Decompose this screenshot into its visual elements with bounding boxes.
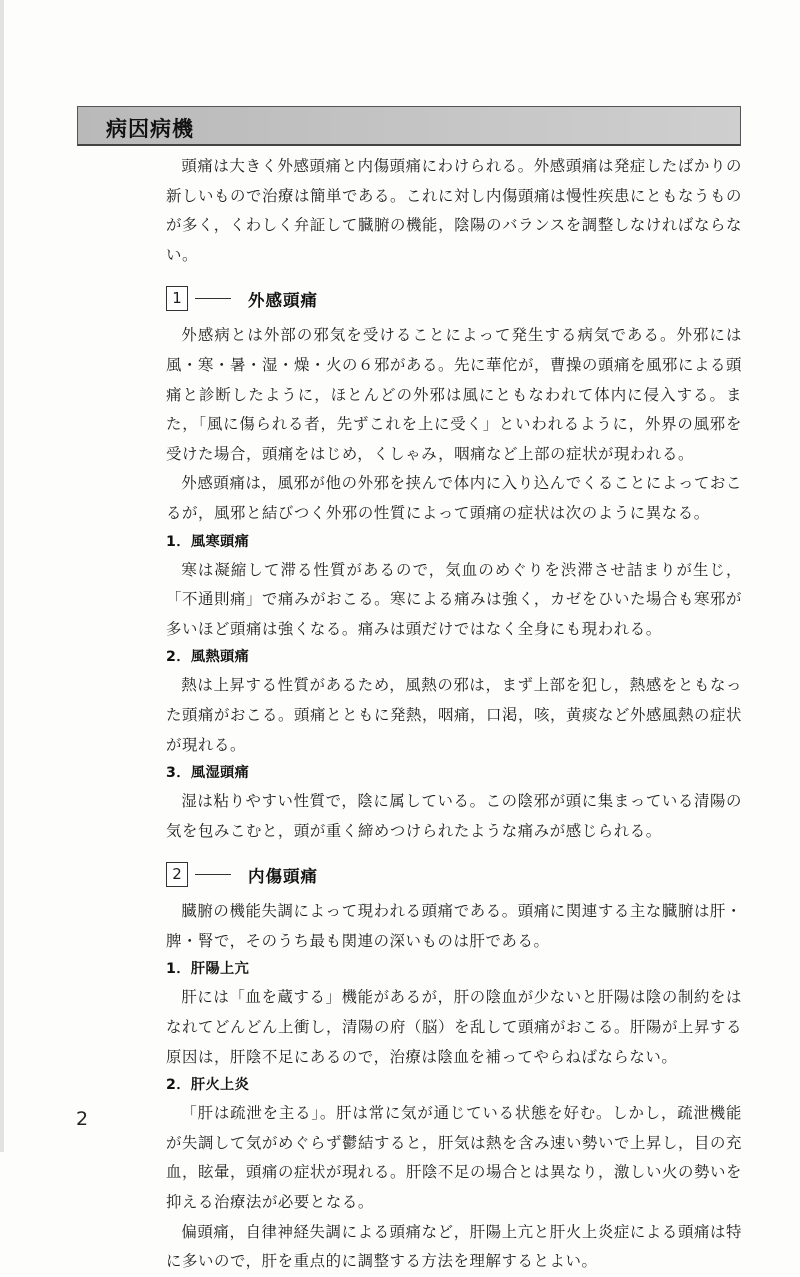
- section-title: 内傷頭痛: [248, 867, 318, 887]
- closing-paragraph: 偏頭痛，自律神経失調による頭痛など，肝陽上亢と肝火上炎症による頭痛は特に多いので，肝を重点的に調整する方法を理解するとよい。: [166, 1222, 742, 1271]
- subsection-heading: 3．風湿頭痛: [166, 765, 250, 782]
- heading-dash: [195, 874, 231, 875]
- section-number-box: 2: [166, 862, 188, 887]
- subsection-text: 湿は粘りやすい性質で，陰に属している。この陰邪が頭に集まっている清陽の気を包みこむと，頭が重く締めつけられたような痛みが感じられる。: [166, 792, 742, 840]
- page-content: [166, 152, 742, 1277]
- body-paragraph: 外感病とは外部の邪気を受けることによって発生する病気である。外邪には風・寒・暑・湿・燥・火の６邪がある。先に華佗が，曹操の頭痛を風邪による頭痛と診断したように，ほとんどの外邪は風にともなわれて体内に侵入する。また，「風に傷られる者，先ずこれを上に受く」といわれるように，外界の風邪を受けた場合，頭痛をはじめ，くしゃみ，咽痛など上部の症状が現われる。: [166, 326, 742, 463]
- body-paragraph: 臓腑の機能失調によって現われる頭痛である。頭痛に関連する主な臓腑は肝・脾・腎で，そのうち最も関連の深いものは肝である。: [166, 902, 742, 950]
- intro-paragraph: 頭痛は大きく外感頭痛と内傷頭痛にわけられる。外感頭痛は発症したばかりの新しいもので治療は簡単である。これに対し内傷頭痛は慢性疾患にともなうものが多く，くわしく弁証して臓腑の機能，陰陽のバランスを調整しなければならない。: [166, 157, 742, 264]
- subsection-text: 熱は上昇する性質があるため，風熱の邪は，まず上部を犯し，熱感をともなった頭痛がおこる。頭痛とともに発熱，咽痛，口渇，咳，黄痰など外感風熱の症状が現れる。: [166, 676, 742, 754]
- heading-dash: [195, 298, 231, 299]
- subsection-text: 肝には「血を蔵する」機能があるが，肝の陰血が少ないと肝陽は陰の制約をはなれてどんどん上衝し，清陽の府（脳）を乱して頭痛がおこる。肝陽が上昇する原因は，肝陰不足にあるので，治療は陰血を補ってやらねばならない。: [166, 988, 742, 1066]
- subsection-heading: 1．肝陽上亢: [166, 961, 250, 978]
- subsection-heading: 2．風熱頭痛: [166, 649, 250, 666]
- subsection-heading: 1．風寒頭痛: [166, 533, 250, 550]
- section-title: 外感頭痛: [248, 291, 318, 311]
- subsection-text: 「肝は疏泄を主る」。肝は常に気が通じている状態を好む。しかし，疏泄機能が失調して気がめぐらず鬱結すると，肝気は熱を含み速い勢いで上昇し，目の充血，眩暈，頭痛の症状が現れる。肝陰不足の場合とは異なり，激しい火の勢いを抑える治療法が必要となる。: [166, 1104, 742, 1212]
- page-number: 2: [76, 1108, 89, 1130]
- subsection-text: 寒は凝縮して滞る性質があるので，気血のめぐりを渋滞させ詰まりが生じ，「不通則痛」で痛みがおこる。寒による痛みは強く，カゼをひいた場合も寒邪が多いほど頭痛は強くなる。痛みは頭だけではなく全身にも現われる。: [166, 560, 742, 638]
- section-1-heading: [166, 286, 742, 313]
- chapter-header: [77, 106, 741, 146]
- page-edge: [0, 0, 4, 1152]
- chapter-title: 病因病機: [106, 117, 194, 141]
- section-number-box: 1: [166, 286, 188, 311]
- subsection-heading: 2．肝火上炎: [166, 1077, 250, 1094]
- body-paragraph: 外感頭痛は，風邪が他の外邪を挟んで体内に入り込んでくることによっておこるが，風邪と結びつく外邪の性質によって頭痛の症状は次のように異なる。: [166, 474, 742, 522]
- section-2-heading: [166, 862, 742, 889]
